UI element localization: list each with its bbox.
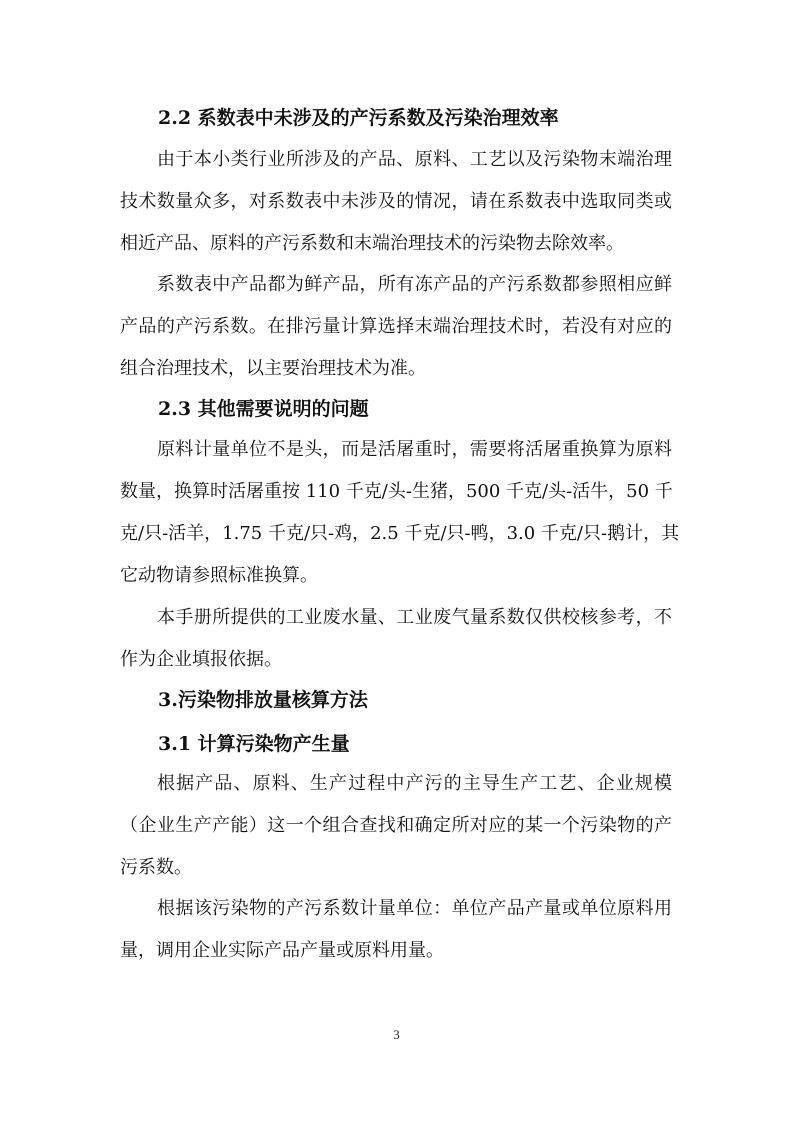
- paragraph-line: 原料计量单位不是头，而是活屠重时，需要将活屠重换算为原料: [157, 439, 672, 460]
- paragraph-unit-usage: [120, 888, 672, 972]
- paragraph-line: 系数表中产品都为鲜产品，所有冻产品的产污系数都参照相应鲜: [157, 274, 672, 295]
- paragraph-line: 根据产品、原料、生产过程中产污的主导生产工艺、企业规模: [157, 773, 672, 794]
- paragraph-line: 它动物请参照标准换算。: [120, 565, 318, 586]
- paragraph-line: 产品的产污系数。在排污量计算选择末端治理技术时，若没有对应的: [120, 316, 672, 337]
- paragraph-live-weight-conversion: [120, 429, 680, 597]
- paragraph-line: 污系数。: [120, 857, 192, 878]
- paragraph-line: （企业生产产能）这一个组合查找和确定所对应的某一个污染物的产: [120, 815, 672, 836]
- paragraph-line: 技术数量众多，对系数表中未涉及的情况，请在系数表中选取同类或: [120, 191, 672, 212]
- paragraph-line: 组合治理技术，以主要治理技术为准。: [120, 358, 426, 379]
- paragraph-line: 本手册所提供的工业废水量、工业废气量系数仅供校核参考，不: [157, 607, 672, 628]
- heading-3: 3.污染物排放量核算方法: [158, 689, 368, 711]
- paragraph-uncovered-coefficients: [120, 139, 672, 265]
- heading-2-3: 2.3 其他需要说明的问题: [158, 398, 369, 420]
- heading-3-1: 3.1 计算污染物产生量: [158, 733, 350, 755]
- paragraph-reference-only: [120, 597, 672, 681]
- paragraph-fresh-products: [120, 264, 672, 390]
- paragraph-line: 作为企业填报依据。: [120, 649, 282, 670]
- paragraph-line: 由于本小类行业所涉及的产品、原料、工艺以及污染物末端治理: [157, 149, 672, 170]
- paragraph-line: 数量，换算时活屠重按 110 千克/头-生猪，500 千克/头-活牛，50 千: [120, 481, 673, 502]
- paragraph-lookup-coefficient: [120, 763, 672, 889]
- paragraph-line: 克/只-活羊，1.75 千克/只-鸡，2.5 千克/只-鸭，3.0 千克/只-鹅计，其: [120, 523, 680, 544]
- heading-2-2: 2.2 系数表中未涉及的产污系数及污染治理效率: [158, 107, 559, 129]
- page-number: 3: [393, 1027, 400, 1042]
- paragraph-line: 相近产品、原料的产污系数和末端治理技术的污染物去除效率。: [120, 233, 624, 254]
- paragraph-line: 量，调用企业实际产品产量或原料用量。: [120, 940, 444, 961]
- paragraph-line: 根据该污染物的产污系数计量单位：单位产品产量或单位原料用: [157, 898, 672, 919]
